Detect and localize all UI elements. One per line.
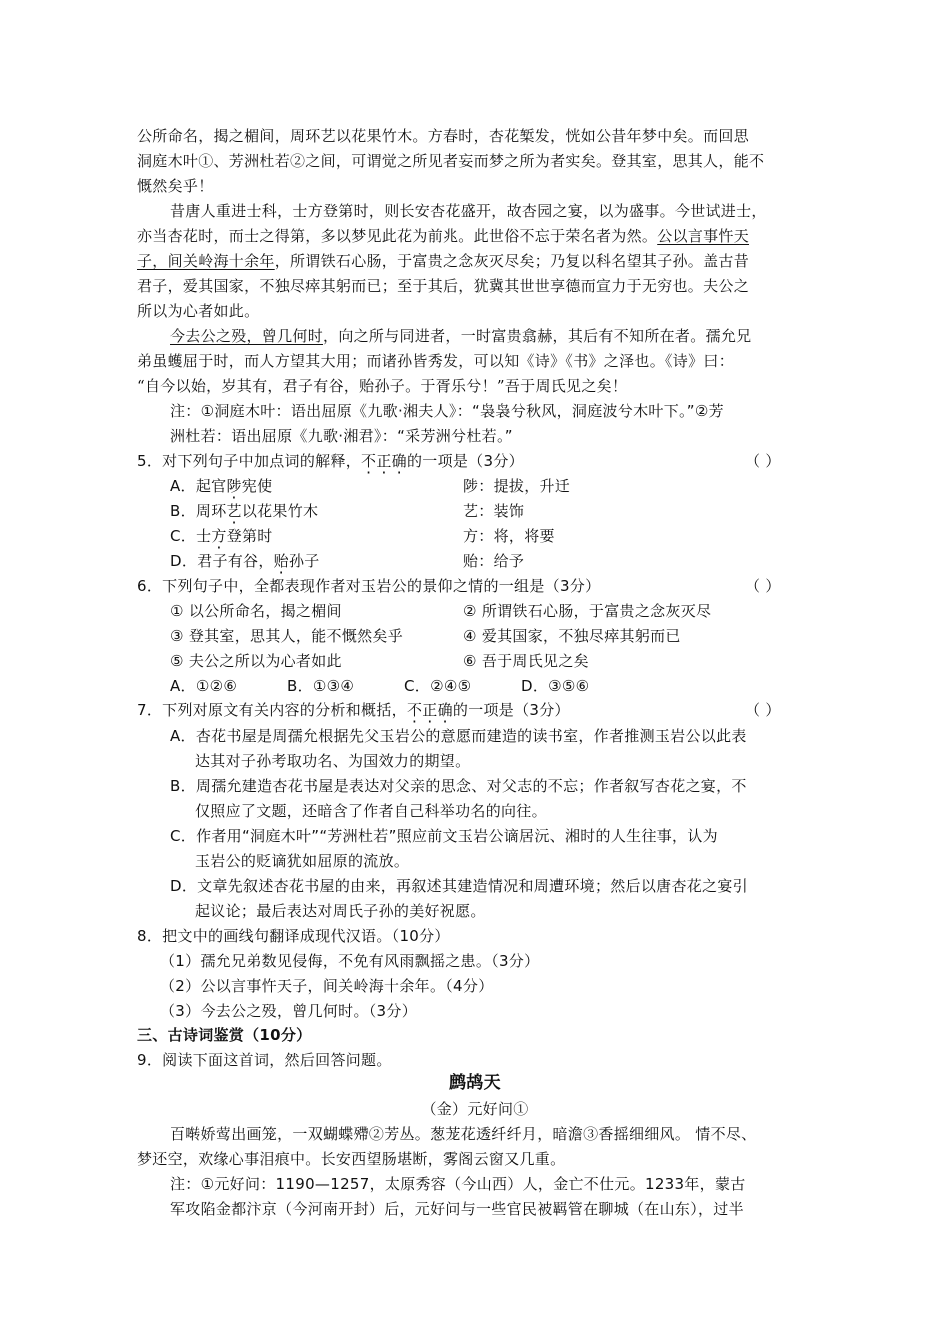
- dotted-emphasis: 不正确: [406, 701, 453, 719]
- q6-item: ⑥ 吾于周氏见之矣: [463, 652, 589, 670]
- question-7-stem: [137, 700, 570, 720]
- stem-text: 7．下列对原文有关内容的分析和概括，: [137, 701, 407, 719]
- q6-item: ④ 爱其国家，不独尽瘁其躬而已: [463, 627, 681, 645]
- passage-line: [170, 326, 751, 346]
- passage-line: 所以为心者如此。: [137, 302, 260, 320]
- q7-option-a: A．杏花书屋是周孺允根据先父玉岩公的意愿而建造的读书室，作者推测玉岩公以此表: [170, 727, 747, 745]
- section-heading: 三、古诗词鉴赏（10分）: [137, 1026, 312, 1044]
- poem-title: 鹧鸪天: [449, 1073, 501, 1093]
- q6-item: ② 所谓铁石心肠，于富贵之念灰灭尽: [463, 602, 712, 620]
- question-6-stem: 6．下列句子中，全都表现作者对玉岩公的景仰之情的一组是（3分）: [137, 577, 601, 595]
- q6-choice-c: C．②④⑤: [404, 677, 472, 695]
- underlined-sentence: 今去公之殁，曾几何时: [170, 327, 324, 345]
- q7-option-b: B．周孺允建造杏花书屋是表达对父亲的思念、对父志的不忘；作者叙写杏花之宴，不: [170, 777, 747, 795]
- answer-paren: （ ）: [745, 452, 781, 470]
- option-c-explanation: 方：将，将要: [463, 527, 555, 545]
- q8-item: （3）今去公之殁，曾几何时。（3分）: [160, 1002, 417, 1020]
- passage-text: ，向之所与同进者，一时富贵翕赫，其后有不知所在者。孺允兄: [323, 327, 752, 345]
- q6-choice-b: B．①③④: [287, 677, 355, 695]
- option-d-explanation: 贻：给予: [463, 552, 525, 570]
- answer-paren: （ ）: [745, 701, 781, 719]
- q8-item: （2）公以言事忤天子，间关岭海十余年。（4分）: [160, 977, 494, 995]
- poem-note: 军攻陷金都汴京（今河南开封）后，元好问与一些官民被羁管在聊城（在山东），过半: [170, 1200, 744, 1218]
- question-5-stem: [137, 451, 524, 471]
- q7-option-d-cont: 起议论；最后表达对周氏子孙的美好祝愿。: [195, 902, 486, 920]
- poem-line: 梦还空，欢缘心事泪痕中。长安西望肠堪断，雾阁云窗又几重。: [137, 1150, 566, 1168]
- dotted-emphasis: 不正确: [361, 452, 407, 470]
- passage-line: 昔唐人重进士科，士方登第时，则长安杏花盛开，故杏园之宴，以为盛事。今世试进士，: [170, 202, 767, 220]
- question-8-stem: 8．把文中的画线句翻译成现代汉语。（10分）: [137, 927, 450, 945]
- q6-item: ⑤ 夫公之所以为心者如此: [170, 652, 342, 670]
- option-b: B．周环艺以花果竹木: [170, 502, 319, 520]
- passage-line: 弟虽蠖屈于时，而人方望其大用；而诸孙皆秀发，可以知《诗》《书》之泽也。《诗》曰：: [137, 352, 735, 370]
- passage-line: [137, 226, 749, 246]
- passage-text: ，所谓铁石心肠，于富贵之念灰灭尽矣；乃复以科名望其子孙。盖古昔: [274, 252, 750, 270]
- answer-paren: （ ）: [745, 577, 781, 595]
- q7-option-c: C．作者用“洞庭木叶”“芳洲杜若”照应前文玉岩公谪居沅、湘时的人生往事，认为: [170, 827, 718, 845]
- q8-item: （1）孺允兄弟数见侵侮，不免有风雨飘摇之患。（3分）: [160, 952, 540, 970]
- passage-line: “自今以始，岁其有，君子有谷，贻孙子。于胥乐兮！”吾于周氏见之矣！: [137, 377, 628, 395]
- poem-author: （金）元好问①: [421, 1100, 529, 1118]
- stem-text: 的一项是（3分）: [452, 701, 570, 719]
- q6-choice-a: A．①②⑥: [170, 677, 238, 695]
- option-a-explanation: 陟：提拔，升迁: [463, 477, 571, 495]
- passage-text: 亦当杏花时，而士之得第，多以梦见此花为前兆。此世俗不忘于荣名者为然。: [137, 227, 658, 245]
- q6-item: ③ 登其室，思其人，能不慨然矣乎: [170, 627, 404, 645]
- passage-line: [137, 251, 749, 271]
- option-a: A．起官陟宪使: [170, 477, 273, 495]
- passage-line: 公所命名，揭之楣间，周环艺以花果竹木。方春时，杏花椠发，恍如公昔年梦中矣。而回思: [137, 127, 750, 145]
- q6-item: ① 以公所命名，揭之楣间: [170, 602, 342, 620]
- q7-option-b-cont: 仅照应了文题，还暗含了作者自己科举功名的向往。: [195, 802, 547, 820]
- passage-note: 注：①洞庭木叶：语出屈原《九歌·湘夫人》：“袅袅兮秋风，洞庭波兮木叶下。”②芳: [170, 402, 724, 420]
- underlined-sentence: 子，间关岭海十余年: [137, 252, 275, 270]
- stem-text: 5．对下列句子中加点词的解释，: [137, 452, 362, 470]
- question-9-stem: 9．阅读下面这首词，然后回答问题。: [137, 1051, 392, 1069]
- option-c: C．士方登第时: [170, 527, 273, 545]
- passage-line: 慨然矣乎！: [137, 177, 214, 195]
- q6-choice-d: D．③⑤⑥: [521, 677, 590, 695]
- option-b-explanation: 艺：装饰: [463, 502, 525, 520]
- option-d: D．君子有谷，贻孙子: [170, 552, 320, 570]
- q7-option-a-cont: 达其对子孙考取功名、为国效力的期望。: [195, 752, 471, 770]
- q7-option-d: D．文章先叙述杏花书屋的由来，再叙述其建造情况和周遭环境；然后以唐杏花之宴引: [170, 877, 748, 895]
- poem-note: 注：①元好问：1190—1257，太原秀容（今山西）人，金亡不仕元。1233年，蒙古: [170, 1175, 746, 1193]
- passage-line: 君子，爱其国家，不独尽瘁其躬而已；至于其后，犹冀其世世享德而宣力于无穷也。夫公之: [137, 277, 750, 295]
- q7-option-c-cont: 玉岩公的贬谪犹如屈原的流放。: [195, 852, 410, 870]
- passage-note: 洲杜若：语出屈原《九歌·湘君》：“采芳洲兮杜若。”: [170, 427, 513, 445]
- underlined-sentence: 公以言事忤天: [657, 227, 750, 245]
- stem-text: 的一项是（3分）: [406, 452, 524, 470]
- poem-line: 百啭娇莺出画笼，一双蝴蝶殢②芳丛。葱茏花透纤纤月，暗澹③香摇细细风。 情不尽、: [170, 1125, 757, 1143]
- passage-line: 洞庭木叶①、芳洲杜若②之间，可谓觉之所见者妄而梦之所为者实矣。登其室，思其人，能不: [137, 152, 765, 170]
